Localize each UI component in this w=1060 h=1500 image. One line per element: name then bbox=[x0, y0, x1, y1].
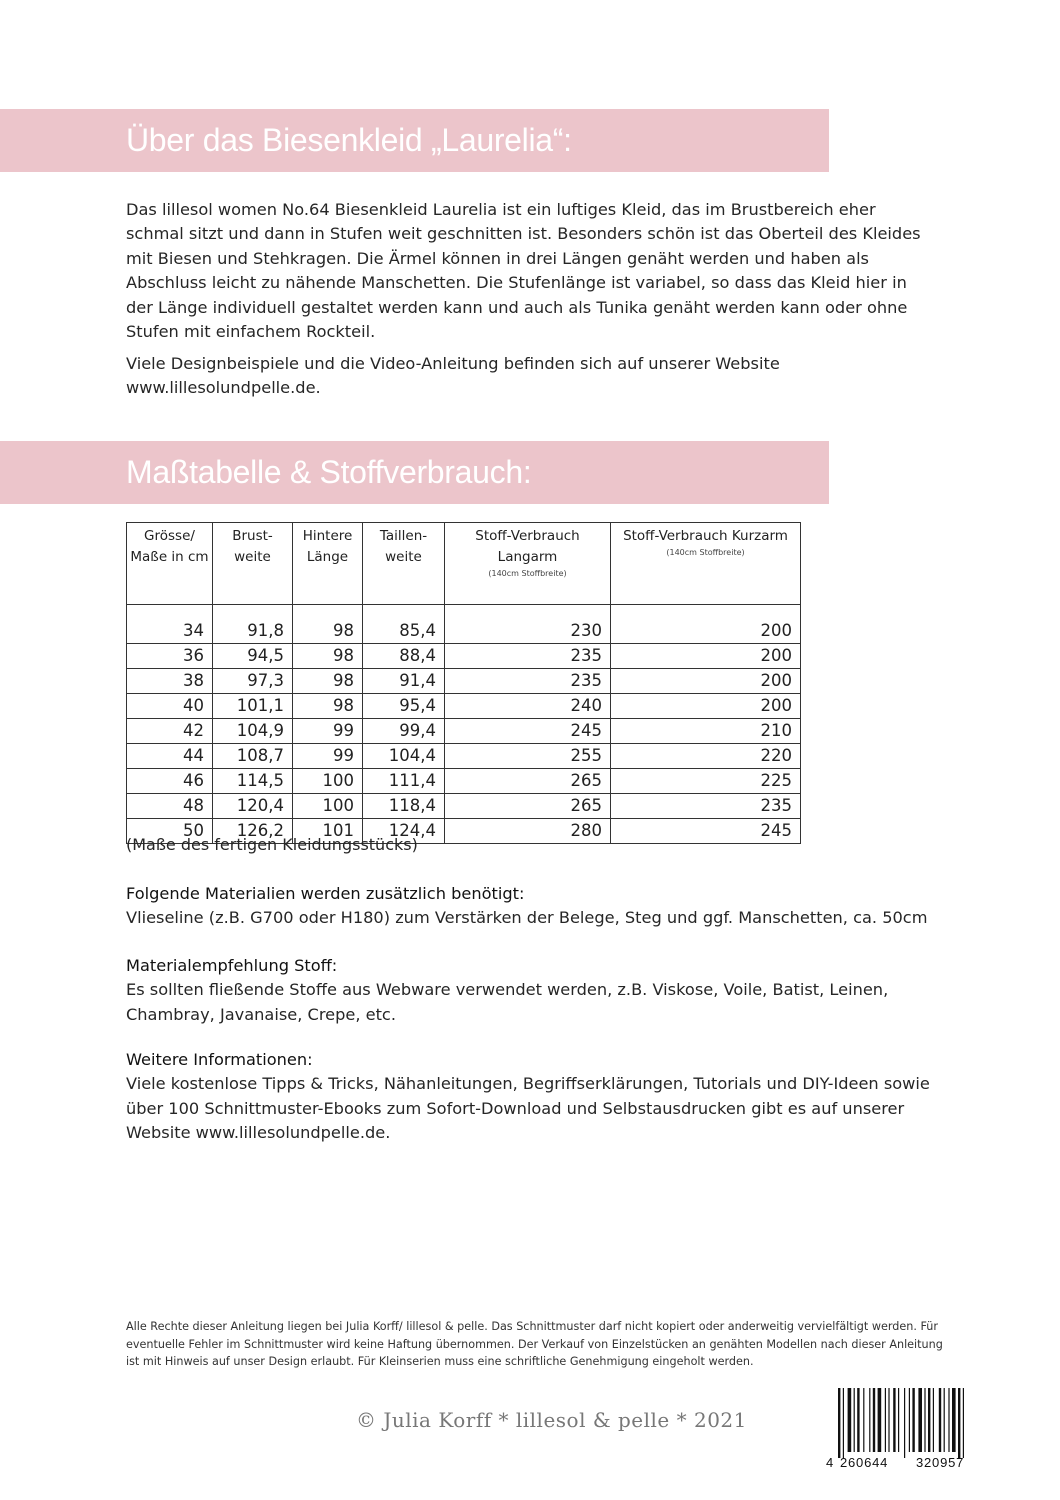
intro-paragraph bbox=[126, 198, 926, 344]
barcode-bar bbox=[893, 1388, 895, 1452]
cell-size: 50 bbox=[127, 819, 213, 844]
cell-waist: 88,4 bbox=[363, 644, 445, 669]
cell-fabric-short: 200 bbox=[611, 694, 801, 719]
cell-size: 44 bbox=[127, 744, 213, 769]
section-title-about: Über das Biesenkleid „Laurelia“: bbox=[126, 122, 572, 158]
header-bust: Brust- weite bbox=[213, 523, 293, 605]
section-title-size-chart: Maßtabelle & Stoffverbrauch: bbox=[126, 454, 532, 490]
cell-back-length: 100 bbox=[293, 769, 363, 794]
cell-back-length: 98 bbox=[293, 694, 363, 719]
info-text: Viele kostenlose Tipps & Tricks, Nähanleitungen, Begriffserklärungen, Tutorials und DIY-Ideen sowie über 100 Schnittmuster-Ebooks zum Sofort-Download und Selbstausdrucken gibt es auf unserer Website www.lillesolundpelle.de. bbox=[126, 1074, 930, 1143]
intro-text: Das lillesol women No.64 Biesenkleid Laurelia ist ein luftiges Kleid, das im Brustbereich eher schmal sitzt und dann in Stufen weit geschnitten ist. Besonders schön ist das Oberteil des Kleides mit Biesen und Stehkragen. Die Ärmel können in drei Längen genäht werden und haben als Abschluss leicht zu nähende Manschetten. Die Stufenlänge ist variabel, so dass das Kleid hier in der Länge individuell gestaltet werden kann und auch als Tunika genäht werden kann oder ohne Stufen mit einfachem Rockteil. bbox=[126, 200, 921, 342]
cell-fabric-long: 240 bbox=[445, 694, 611, 719]
table-body bbox=[127, 605, 801, 844]
cell-waist: 91,4 bbox=[363, 669, 445, 694]
cell-fabric-long: 230 bbox=[445, 619, 611, 644]
cell-bust: 91,8 bbox=[213, 619, 293, 644]
cell-back-length: 98 bbox=[293, 669, 363, 694]
barcode-bar bbox=[933, 1388, 934, 1452]
barcode-bar bbox=[848, 1388, 852, 1452]
table-row bbox=[127, 694, 801, 719]
barcode-bar bbox=[963, 1388, 964, 1458]
barcode-bar bbox=[857, 1388, 859, 1452]
cell-size: 34 bbox=[127, 619, 213, 644]
table-row bbox=[127, 619, 801, 644]
barcode-bar bbox=[912, 1388, 914, 1452]
info-heading: Weitere Informationen: bbox=[126, 1050, 313, 1069]
cell-bust: 126,2 bbox=[213, 819, 293, 844]
cell-fabric-long: 235 bbox=[445, 644, 611, 669]
barcode-bar bbox=[863, 1388, 864, 1452]
barcode-bar bbox=[904, 1388, 905, 1458]
cell-bust: 94,5 bbox=[213, 644, 293, 669]
website-paragraph bbox=[126, 352, 926, 401]
website-text: Viele Designbeispiele und die Video-Anleitung befinden sich auf unserer Website www.lillesolundpelle.de. bbox=[126, 354, 780, 398]
cell-bust: 114,5 bbox=[213, 769, 293, 794]
header-note-short: (140cm Stoffbreite) bbox=[666, 548, 745, 557]
table-row bbox=[127, 769, 801, 794]
cell-fabric-long: 265 bbox=[445, 769, 611, 794]
barcode-bar bbox=[888, 1388, 889, 1452]
barcode-bar bbox=[838, 1388, 840, 1458]
cell-waist: 118,4 bbox=[363, 794, 445, 819]
table-row bbox=[127, 744, 801, 769]
cell-size: 40 bbox=[127, 694, 213, 719]
cell-fabric-short: 245 bbox=[611, 819, 801, 844]
cell-fabric-long: 255 bbox=[445, 744, 611, 769]
cell-waist: 95,4 bbox=[363, 694, 445, 719]
header-back-length: Hintere Länge bbox=[293, 523, 363, 605]
cell-bust: 97,3 bbox=[213, 669, 293, 694]
cell-fabric-long: 280 bbox=[445, 819, 611, 844]
barcode-bar bbox=[958, 1388, 960, 1458]
barcode-bar bbox=[854, 1388, 855, 1452]
table-header-row bbox=[127, 523, 801, 605]
table-spacer-row bbox=[127, 605, 801, 620]
barcode-bar bbox=[873, 1388, 875, 1452]
table-footnote: (Maße des fertigen Kleidungsstücks) bbox=[126, 835, 418, 854]
more-info-section bbox=[126, 1048, 946, 1146]
barcode-bar bbox=[898, 1388, 899, 1452]
cell-waist: 99,4 bbox=[363, 719, 445, 744]
header-fabric-short-sleeve: Stoff-Verbrauch Kurzarm (140cm Stoffbreite) bbox=[611, 523, 801, 605]
cell-fabric-short: 200 bbox=[611, 669, 801, 694]
cell-back-length: 98 bbox=[293, 644, 363, 669]
table-row bbox=[127, 794, 801, 819]
barcode-bar bbox=[909, 1388, 910, 1452]
barcode-bar bbox=[928, 1388, 930, 1452]
header-note-long: (140cm Stoffbreite) bbox=[488, 569, 567, 578]
recommendation-text: Es sollten fließende Stoffe aus Webware verwendet werden, z.B. Viskose, Voile, Batist, Leinen, Chambray, Javanaise, Crepe, etc. bbox=[126, 980, 889, 1024]
barcode-digits-group2: 320957 bbox=[916, 1455, 965, 1470]
section-banner-about bbox=[0, 109, 829, 172]
barcode-bar bbox=[843, 1388, 844, 1458]
barcode-bar bbox=[918, 1388, 922, 1452]
table-row bbox=[127, 644, 801, 669]
barcode-bar bbox=[885, 1388, 886, 1452]
barcode-digit-first: 4 bbox=[826, 1455, 834, 1470]
cell-fabric-long: 235 bbox=[445, 669, 611, 694]
cell-waist: 85,4 bbox=[363, 619, 445, 644]
cell-waist: 111,4 bbox=[363, 769, 445, 794]
cell-size: 48 bbox=[127, 794, 213, 819]
barcode-bar bbox=[869, 1388, 870, 1452]
barcode-digits-group1: 260644 bbox=[840, 1455, 889, 1470]
barcode-bar bbox=[924, 1388, 925, 1452]
materials-text: Vlieseline (z.B. G700 oder H180) zum Verstärken der Belege, Steg und ggf. Manschetten, ca. 50cm bbox=[126, 908, 928, 928]
cell-bust: 120,4 bbox=[213, 794, 293, 819]
cell-fabric-short: 210 bbox=[611, 719, 801, 744]
cell-fabric-short: 220 bbox=[611, 744, 801, 769]
table-row bbox=[127, 669, 801, 694]
barcode-bar bbox=[939, 1388, 941, 1452]
cell-back-length: 101 bbox=[293, 819, 363, 844]
cell-fabric-short: 200 bbox=[611, 644, 801, 669]
legal-notice: Alle Rechte dieser Anleitung liegen bei Julia Korff/ lillesol & pelle. Das Schnittmuster darf nicht kopiert oder anderweitig vervielfältigt werden. Für eventuelle Fehler im Schnittmuster wird keine Haftung übernommen. Der Verkauf von Einzelstücken an genähten Modellen nach dieser Anleitung ist mit Hinweis auf unser Design erlaubt. Für Kleinserien muss eine schriftliche Genehmigung eingeholt werden. bbox=[126, 1320, 943, 1369]
size-chart-table bbox=[126, 522, 801, 844]
table-row bbox=[127, 719, 801, 744]
materials-section bbox=[126, 882, 946, 931]
cell-back-length: 99 bbox=[293, 744, 363, 769]
materials-heading: Folgende Materialien werden zusätzlich benötigt: bbox=[126, 884, 525, 903]
cell-back-length: 98 bbox=[293, 619, 363, 644]
cell-size: 42 bbox=[127, 719, 213, 744]
recommendation-heading: Materialempfehlung Stoff: bbox=[126, 956, 338, 975]
cell-size: 46 bbox=[127, 769, 213, 794]
header-size: Grösse/ Maße in cm bbox=[127, 523, 213, 605]
cell-bust: 104,9 bbox=[213, 719, 293, 744]
cell-fabric-long: 245 bbox=[445, 719, 611, 744]
barcode-bar bbox=[878, 1388, 882, 1452]
section-banner-size-chart bbox=[0, 441, 829, 504]
cell-back-length: 99 bbox=[293, 719, 363, 744]
cell-fabric-short: 225 bbox=[611, 769, 801, 794]
cell-back-length: 100 bbox=[293, 794, 363, 819]
copyright-footer: © Julia Korff * lillesol & pelle * 2021 bbox=[356, 1408, 747, 1432]
cell-fabric-long: 265 bbox=[445, 794, 611, 819]
cell-bust: 108,7 bbox=[213, 744, 293, 769]
barcode-bar bbox=[952, 1388, 956, 1452]
cell-size: 36 bbox=[127, 644, 213, 669]
cell-fabric-short: 200 bbox=[611, 619, 801, 644]
cell-waist: 104,4 bbox=[363, 744, 445, 769]
cell-size: 38 bbox=[127, 669, 213, 694]
barcode-bar bbox=[944, 1388, 945, 1452]
cell-bust: 101,1 bbox=[213, 694, 293, 719]
barcode-bar bbox=[948, 1388, 949, 1452]
fabric-recommendation-section bbox=[126, 954, 946, 1027]
barcode-bars bbox=[838, 1388, 964, 1458]
header-fabric-long-sleeve: Stoff-Verbrauch Langarm (140cm Stoffbreite) bbox=[445, 523, 611, 605]
header-waist: Taillen- weite bbox=[363, 523, 445, 605]
cell-waist: 124,4 bbox=[363, 819, 445, 844]
cell-fabric-short: 235 bbox=[611, 794, 801, 819]
barcode bbox=[826, 1386, 988, 1470]
